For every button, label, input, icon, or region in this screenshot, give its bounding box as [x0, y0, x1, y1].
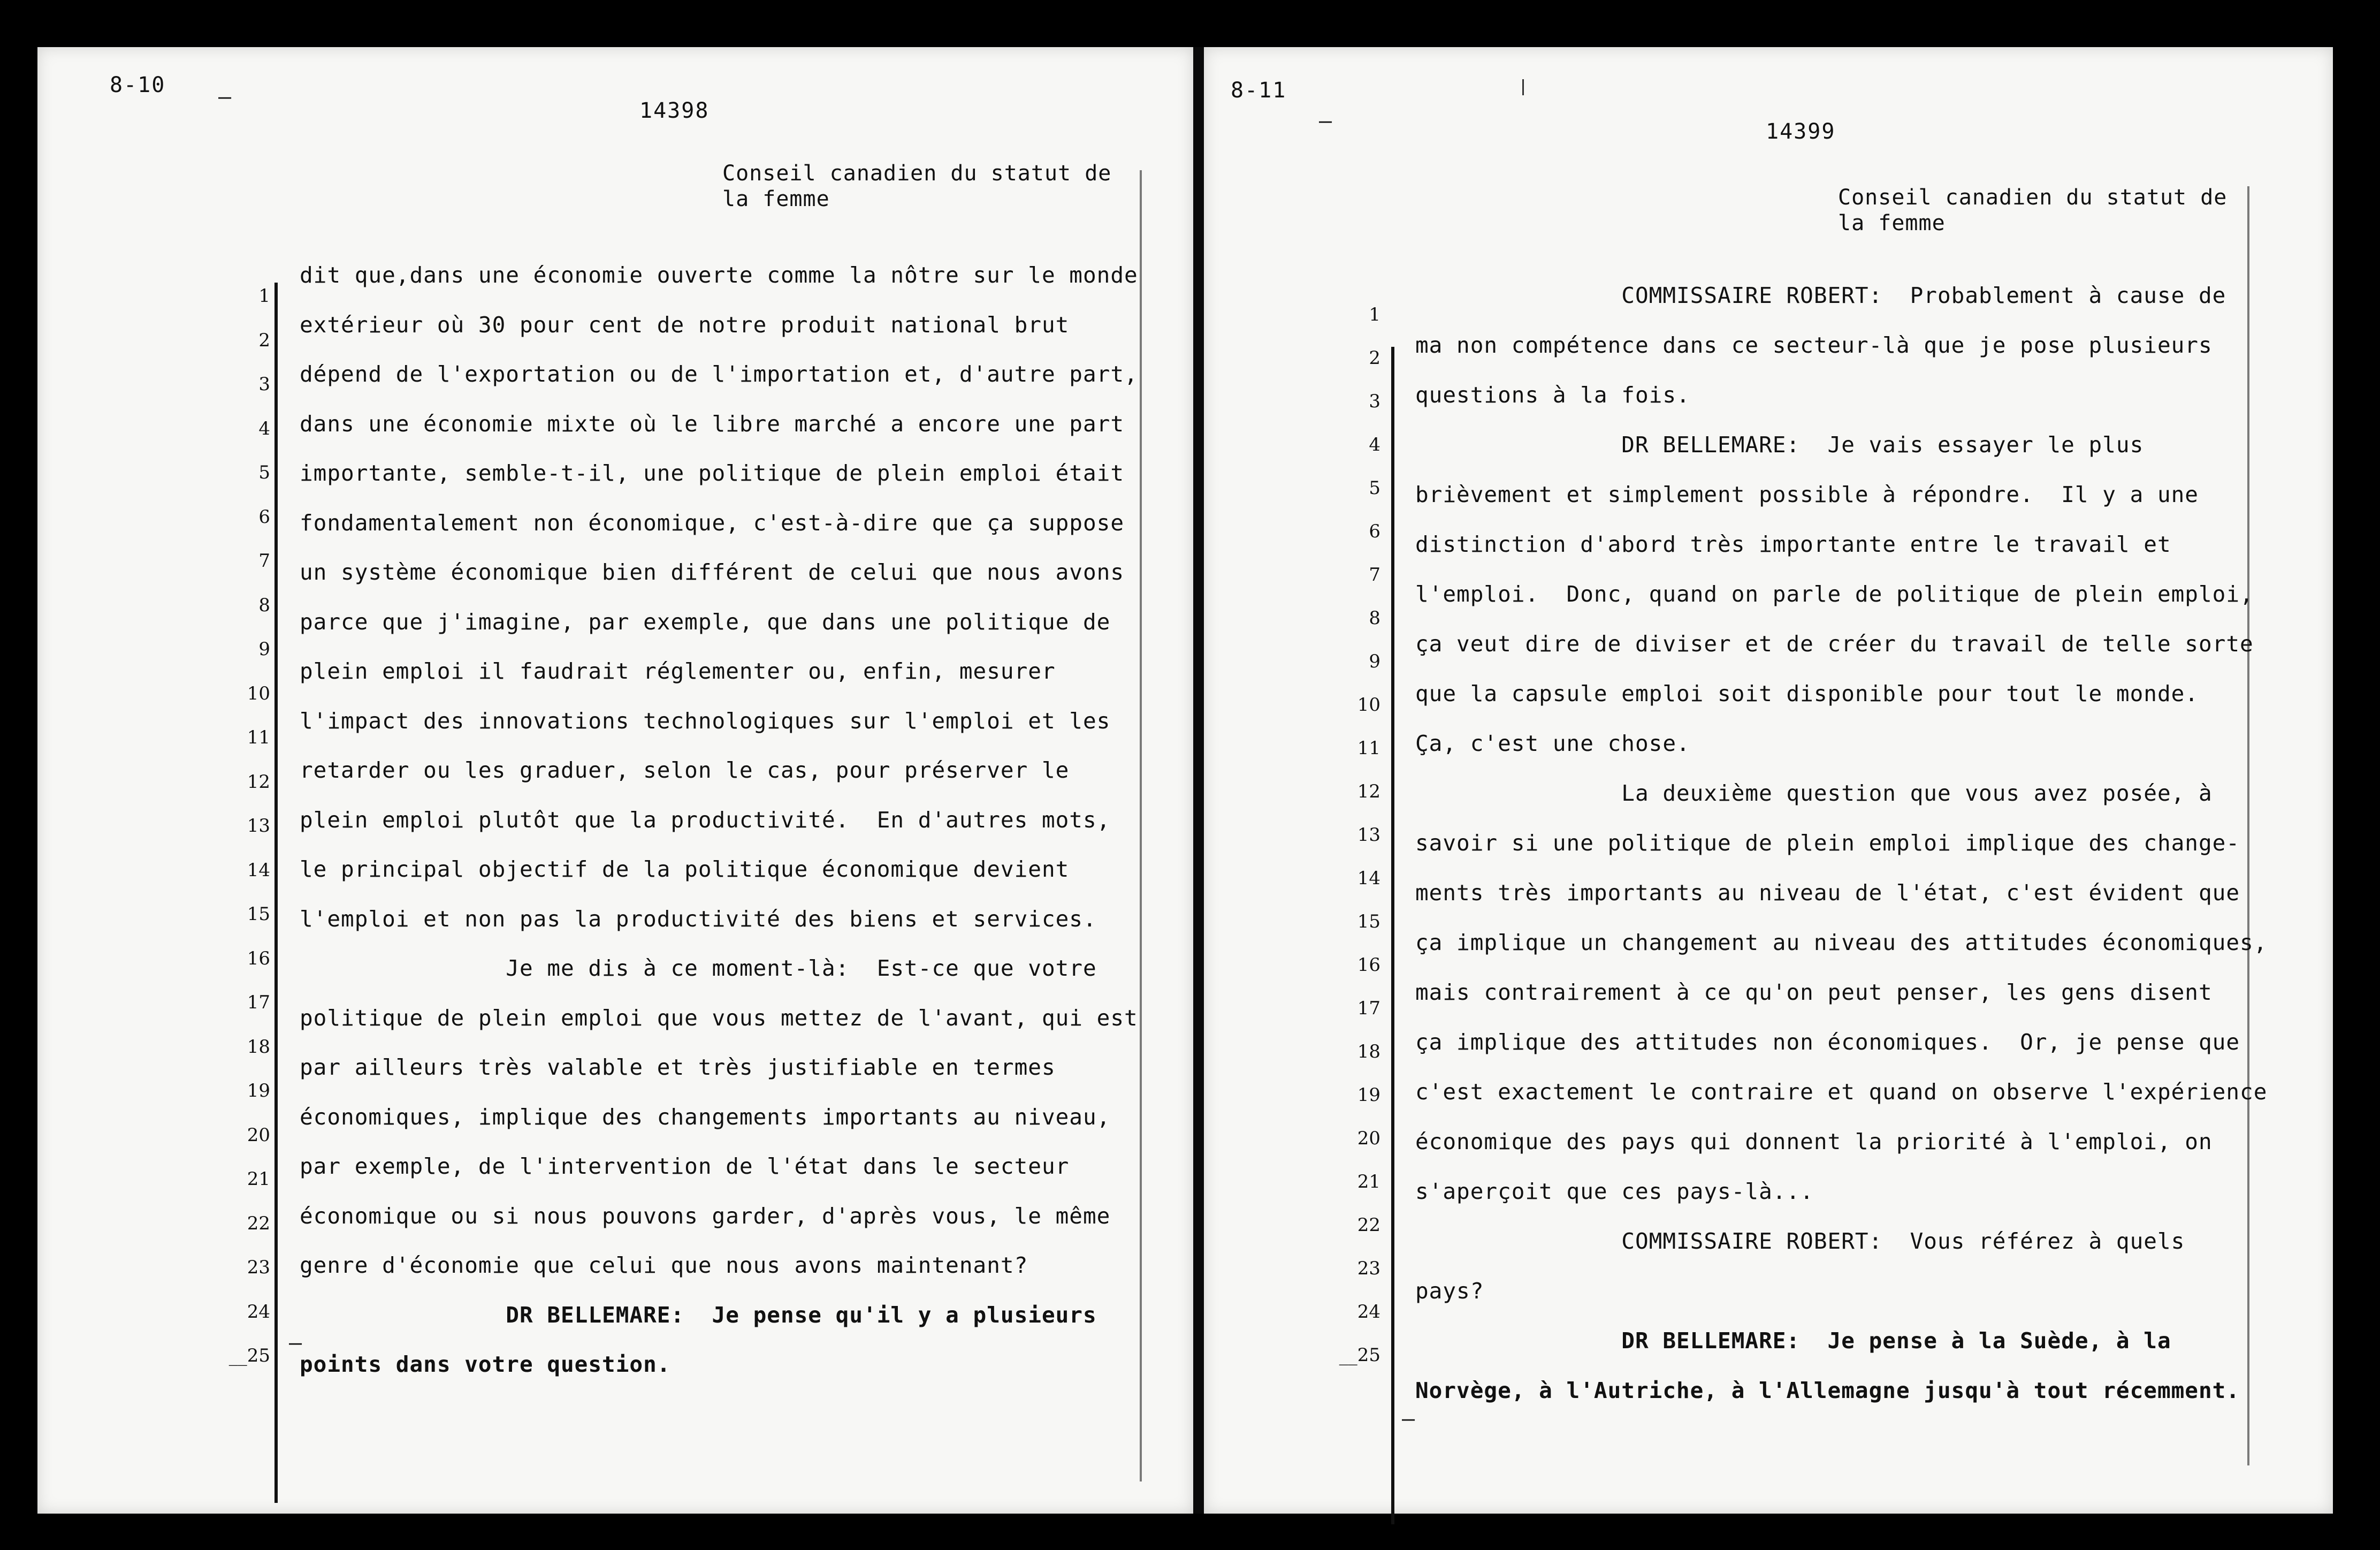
transcript-line: fondamentalement non économique, c'est-à-dire que ça suppose	[300, 510, 1125, 536]
line-number: 3	[258, 374, 270, 395]
left-header-line-1: Conseil canadien du statut de	[722, 161, 1112, 186]
transcript-line: genre d'économie que celui que nous avons maintenant?	[300, 1252, 1028, 1278]
transcript-line: retarder ou les graduer, selon le cas, pour préserver le	[300, 757, 1070, 783]
left-corner-dash: –	[218, 85, 232, 109]
line-number: 3	[1369, 391, 1380, 412]
line-number: 1	[1369, 304, 1380, 325]
transcript-line: l'impact des innovations technologiques sur l'emploi et les	[300, 708, 1111, 734]
transcript-line: ma non compétence dans ce secteur-là que je pose plusieurs	[1415, 332, 2213, 358]
right-margin-bar	[1391, 347, 1394, 1524]
transcript-line: un système économique bien différent de celui que nous avons	[300, 559, 1125, 585]
transcript-line: savoir si une politique de plein emploi implique des change-	[1415, 830, 2240, 856]
line-number: 8	[1369, 607, 1380, 629]
line-number: 16	[1357, 954, 1380, 976]
transcript-line: COMMISSAIRE ROBERT: Vous référez à quels	[1415, 1228, 2185, 1254]
line-number: 17	[1357, 998, 1380, 1019]
line-number: 6	[258, 506, 270, 528]
line-number: 18	[1357, 1041, 1380, 1062]
transcript-line: DR BELLEMARE: Je pense qu'il y a plusieurs	[300, 1302, 1097, 1328]
transcript-line: La deuxième question que vous avez posée, à	[1415, 780, 2213, 806]
right-page-number: 14399	[1766, 119, 1836, 144]
line-number: 19	[247, 1080, 270, 1101]
transcript-line: points dans votre question.	[300, 1351, 671, 1377]
line-number: 2	[1369, 347, 1380, 369]
right-corner-dash: –	[1319, 109, 1332, 133]
line-number: 10	[1357, 694, 1380, 716]
line-number: 10	[247, 682, 270, 704]
transcript-line: distinction d'abord très importante entre le travail et	[1415, 531, 2171, 557]
line-number: 24	[1357, 1301, 1380, 1323]
line-number: 8	[258, 594, 270, 616]
right-page	[1204, 47, 2333, 1514]
transcript-line: ments très importants au niveau de l'état, c'est évident que	[1415, 880, 2240, 906]
transcript-line: DR BELLEMARE: Je vais essayer le plus	[1415, 432, 2144, 458]
transcript-line: plein emploi il faudrait réglementer ou, enfin, mesurer	[300, 658, 1056, 684]
transcript-line: l'emploi. Donc, quand on parle de politique de plein emploi,	[1415, 581, 2254, 607]
line-number: 11	[247, 727, 270, 748]
line-number: 13	[247, 815, 270, 837]
line-number: 22	[1357, 1214, 1380, 1236]
transcript-line: politique de plein emploi que vous mettez de l'avant, qui est	[300, 1005, 1138, 1031]
line-number: 21	[247, 1168, 270, 1190]
line-number: __25	[228, 1345, 270, 1366]
line-number: 2	[258, 329, 270, 351]
line-number: 9	[258, 639, 270, 660]
line-number: 15	[1357, 911, 1380, 932]
transcript-line: brièvement et simplement possible à répondre. Il y a une	[1415, 482, 2199, 507]
transcript-line: mais contrairement à ce qu'on peut penser, les gens disent	[1415, 979, 2213, 1005]
line-number: 14	[1357, 868, 1380, 889]
line-number: 5	[1369, 477, 1380, 499]
transcript-line: plein emploi plutôt que la productivité. En d'autres mots,	[300, 807, 1111, 833]
page-gutter	[1193, 47, 1204, 1514]
line-number: 20	[247, 1124, 270, 1146]
transcript-line: dit que,dans une économie ouverte comme la nôtre sur le monde	[300, 262, 1138, 288]
transcript-line: par ailleurs très valable et très justifiable en termes	[300, 1054, 1056, 1080]
left-page	[37, 47, 1193, 1514]
line-number: 12	[247, 771, 270, 793]
right-header-line-2: la femme	[1838, 211, 1946, 235]
line-number: 18	[247, 1036, 270, 1058]
right-line25-dash: –	[1402, 1407, 1415, 1431]
line-number: 5	[258, 462, 270, 483]
line-number: 23	[247, 1257, 270, 1278]
line-number: 23	[1357, 1258, 1380, 1279]
transcript-line: par exemple, de l'intervention de l'état dans le secteur	[300, 1153, 1070, 1179]
transcript-line: le principal objectif de la politique économique devient	[300, 856, 1070, 882]
left-right-rule	[1140, 170, 1142, 1481]
right-right-rule	[2247, 186, 2249, 1465]
left-page-id: 8-10	[110, 73, 166, 97]
transcript-line: c'est exactement le contraire et quand on observe l'expérience	[1415, 1079, 2268, 1105]
right-top-tick	[1522, 79, 1524, 95]
transcript-line: pays?	[1415, 1278, 1484, 1304]
line-number: 12	[1357, 781, 1380, 802]
line-number: 20	[1357, 1128, 1380, 1149]
transcript-line: ça implique un changement au niveau des attitudes économiques,	[1415, 930, 2268, 955]
line-number: 22	[247, 1212, 270, 1234]
left-page-header	[722, 161, 1111, 212]
transcript-line: importante, semble-t-il, une politique de plein emploi était	[300, 460, 1125, 486]
transcript-line: Norvège, à l'Autriche, à l'Allemagne jusqu'à tout récemment.	[1415, 1378, 2240, 1403]
transcript-line: Je me dis à ce moment-là: Est-ce que votre	[300, 955, 1097, 981]
line-number: __25	[1339, 1344, 1380, 1366]
transcript-line: COMMISSAIRE ROBERT: Probablement à cause de	[1415, 283, 2226, 308]
transcript-line: ça implique des attitudes non économiques. Or, je pense que	[1415, 1029, 2240, 1055]
line-number: 21	[1357, 1171, 1380, 1192]
line-number: 1	[258, 285, 270, 307]
line-number: 7	[258, 550, 270, 572]
transcript-line: s'aperçoit que ces pays-là...	[1415, 1179, 1814, 1204]
line-number: 7	[1369, 564, 1380, 586]
right-page-id: 8-11	[1231, 78, 1287, 103]
line-number: 15	[247, 903, 270, 925]
left-page-number: 14398	[639, 98, 710, 123]
transcript-line: l'emploi et non pas la productivité des biens et services.	[300, 906, 1097, 932]
left-line25-dash: –	[289, 1331, 302, 1355]
line-number: 17	[247, 992, 270, 1013]
left-header-line-2: la femme	[722, 187, 830, 211]
line-number: 14	[247, 859, 270, 881]
line-number: 19	[1357, 1084, 1380, 1106]
line-number: 16	[247, 947, 270, 969]
transcript-line: ça veut dire de diviser et de créer du travail de telle sorte	[1415, 631, 2254, 657]
line-number: 13	[1357, 824, 1380, 846]
transcript-line: extérieur où 30 pour cent de notre produit national brut	[300, 311, 1070, 338]
line-number: 24	[247, 1301, 270, 1323]
transcript-line: dépend de l'exportation ou de l'importation et, d'autre part,	[300, 361, 1138, 387]
transcript-line: dans une économie mixte où le libre marché a encore une part	[300, 411, 1125, 437]
transcript-line: Ça, c'est une chose.	[1415, 731, 1690, 756]
transcript-line: que la capsule emploi soit disponible pour tout le monde.	[1415, 681, 2199, 706]
transcript-line: économique des pays qui donnent la priorité à l'emploi, on	[1415, 1129, 2213, 1154]
transcript-line: parce que j'imagine, par exemple, que dans une politique de	[300, 609, 1111, 635]
line-number: 11	[1357, 738, 1380, 759]
right-header-line-1: Conseil canadien du statut de	[1838, 185, 2228, 210]
right-page-header	[1838, 185, 2227, 236]
transcript-line: économiques, implique des changements importants au niveau,	[300, 1104, 1111, 1130]
line-number: 6	[1369, 521, 1380, 542]
line-number: 4	[1369, 434, 1380, 455]
transcript-line: économique ou si nous pouvons garder, d'après vous, le même	[300, 1203, 1111, 1229]
left-margin-bar	[274, 283, 278, 1503]
line-number: 4	[258, 417, 270, 439]
line-number: 9	[1369, 651, 1380, 672]
transcript-line: DR BELLEMARE: Je pense à la Suède, à la	[1415, 1328, 2171, 1354]
transcript-line: questions à la fois.	[1415, 382, 1690, 408]
